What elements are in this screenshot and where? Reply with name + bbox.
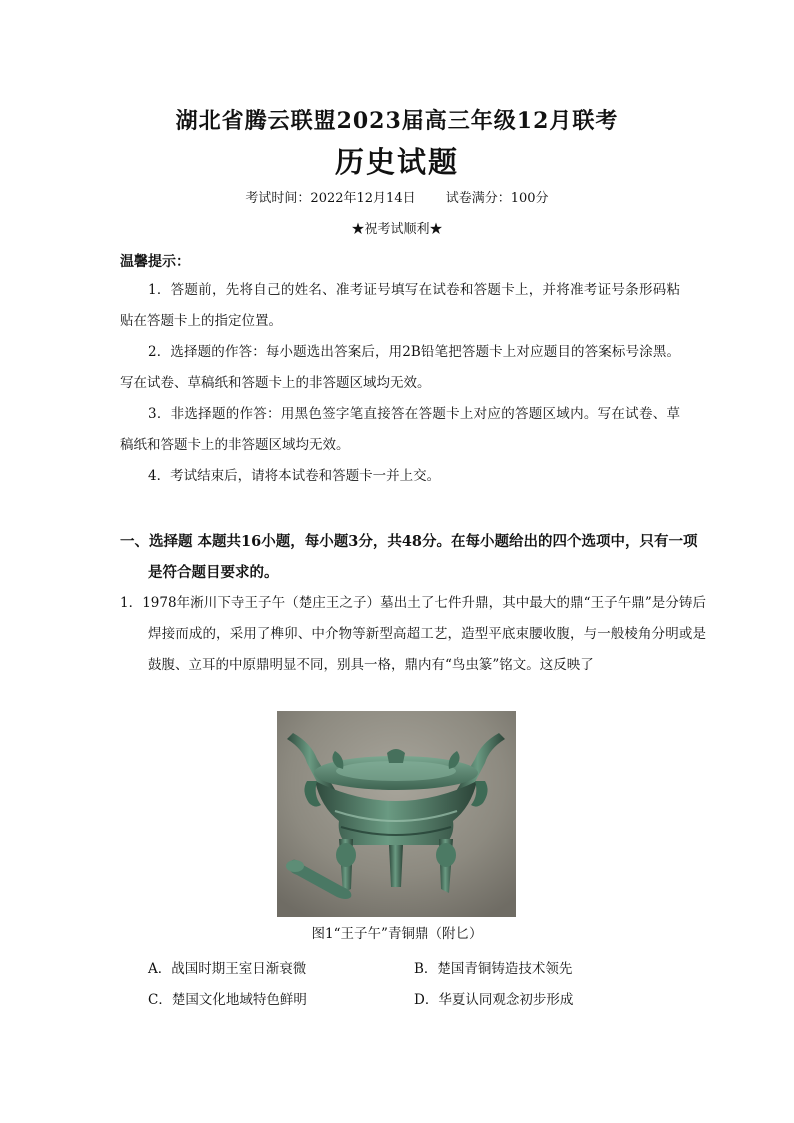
- question-1-stem: 1．1978年淅川下寺王子午（楚庄王之子）墓出土了七件升鼎，其中最大的鼎“王子午鼎”是分铸后焊接而成的，采用了榫卯、中介物等新型高超工艺，造型平底束腰收腹，与一般棱角分明或是鼓腹、立耳的中原鼎明显不同，别具一格，鼎内有“鸟虫篆”铭文。这反映了: [120, 595, 706, 673]
- tip-item: 3．非选择题的作答：用黑色签字笔直接答在答题卡上对应的答题区域内。写在试卷、草稿纸和答题卡上的非答题区域均无效。: [120, 406, 680, 453]
- tip-item: 1．答题前，先将自己的姓名、准考证号填写在试卷和答题卡上，并将准考证号条形码粘贴在答题卡上的指定位置。: [120, 282, 680, 329]
- option-a: A．战国时期王室日渐衰微: [148, 961, 307, 977]
- bronze-ding-photo: [277, 711, 516, 917]
- exam-time: 考试时间：2022年12月14日: [245, 191, 416, 206]
- option-c: C．楚国文化地域特色鲜明: [148, 992, 307, 1008]
- full-score: 试卷满分：100分: [445, 191, 549, 206]
- tip-item: 2．选择题的作答：每小题选出答案后，用2B铅笔把答题卡上对应题目的答案标号涂黑。写在试卷、草稿纸和答题卡上的非答题区域均无效。: [120, 344, 680, 391]
- option-b: B．楚国青铜铸造技术领先: [414, 961, 573, 977]
- subject-title: 历史试题: [334, 145, 459, 179]
- exam-title: 湖北省腾云联盟2023届高三年级12月联考: [175, 108, 619, 134]
- exam-meta: [0, 187, 794, 206]
- figure-caption: 图1“王子午”青铜鼎（附匕）: [311, 926, 483, 942]
- tip-item: 4．考试结束后，请将本试卷和答题卡一并上交。: [148, 468, 441, 484]
- option-d: D．华夏认同观念初步形成: [414, 992, 574, 1008]
- tips-heading: 温馨提示：: [120, 254, 190, 270]
- section-heading: 一、选择题 本题共16小题，每小题3分，共48分。在每小题给出的四个选项中，只有一项是符合题目要求的。: [120, 533, 698, 581]
- good-luck-line: ★祝考试顺利★: [351, 222, 443, 237]
